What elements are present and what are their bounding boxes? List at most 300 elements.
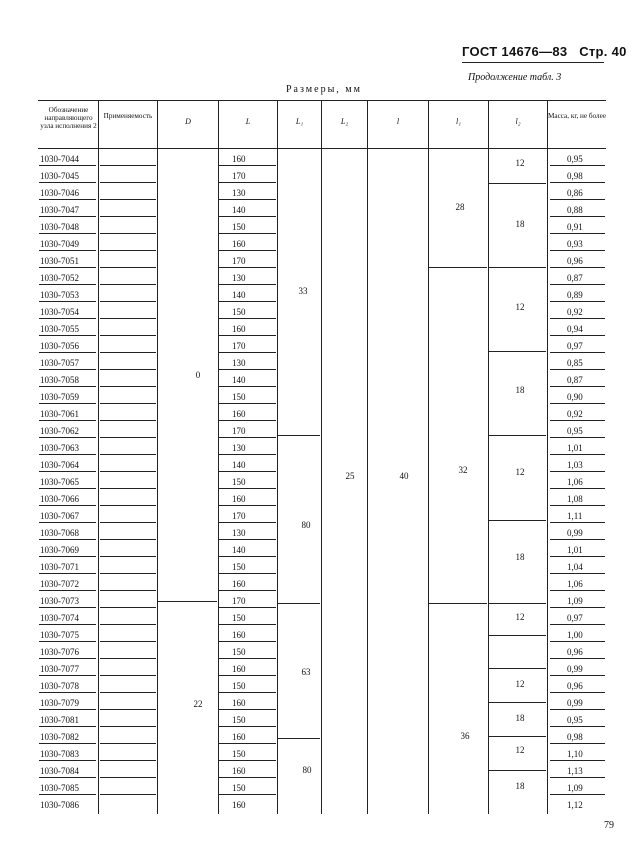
- row-rule: [100, 709, 156, 710]
- row-code: 1030-7048: [40, 222, 79, 232]
- row-mass: 0,93: [567, 239, 583, 249]
- row-code: 1030-7064: [40, 460, 79, 470]
- group-rule-L1: [278, 435, 320, 436]
- row-rule: [219, 726, 276, 727]
- group-rule-l2: [489, 267, 546, 268]
- row-mass: 0,87: [567, 375, 583, 385]
- row-rule: [39, 267, 96, 268]
- row-code: 1030-7053: [40, 290, 79, 300]
- row-rule: [219, 454, 276, 455]
- row-L: 160: [232, 409, 246, 419]
- row-rule: [39, 454, 96, 455]
- group-rule-l2: [489, 736, 546, 737]
- row-rule: [219, 760, 276, 761]
- group-rule-l2: [489, 435, 546, 436]
- col-header-L: L: [245, 117, 251, 126]
- row-rule: [550, 352, 605, 353]
- row-mass: 0,85: [567, 358, 583, 368]
- row-rule: [100, 420, 156, 421]
- row-code: 1030-7058: [40, 375, 79, 385]
- row-rule: [39, 726, 96, 727]
- row-rule: [219, 216, 276, 217]
- row-L: 160: [232, 732, 246, 742]
- row-rule: [550, 505, 605, 506]
- row-code: 1030-7056: [40, 341, 79, 351]
- row-rule: [100, 641, 156, 642]
- row-code: 1030-7077: [40, 664, 79, 674]
- group-rule-D: [158, 601, 217, 602]
- units-caption: Размеры, мм: [286, 84, 362, 95]
- row-rule: [550, 335, 605, 336]
- row-rule: [550, 318, 605, 319]
- l2-value: 12: [515, 158, 525, 168]
- row-L: 140: [232, 460, 246, 470]
- row-mass: 0,97: [567, 613, 583, 623]
- col-divider: [157, 100, 158, 814]
- col-divider: [321, 100, 322, 814]
- row-rule: [219, 743, 276, 744]
- row-L: 150: [232, 477, 246, 487]
- row-rule: [39, 403, 96, 404]
- row-rule: [219, 556, 276, 557]
- row-rule: [550, 641, 605, 642]
- row-rule: [550, 471, 605, 472]
- row-mass: 0,96: [567, 256, 583, 266]
- row-rule: [39, 505, 96, 506]
- row-rule: [219, 573, 276, 574]
- L1-value: 63: [301, 667, 311, 677]
- row-mass: 1,09: [567, 783, 583, 793]
- group-rule-L1: [278, 603, 320, 604]
- row-rule: [39, 658, 96, 659]
- row-L: 150: [232, 647, 246, 657]
- row-rule: [100, 216, 156, 217]
- row-mass: 0,95: [567, 426, 583, 436]
- col-header-l1: l₁: [455, 117, 461, 126]
- row-L: 160: [232, 630, 246, 640]
- row-rule: [219, 403, 276, 404]
- row-rule: [550, 420, 605, 421]
- row-code: 1030-7044: [40, 154, 79, 164]
- row-rule: [39, 692, 96, 693]
- row-rule: [100, 573, 156, 574]
- row-code: 1030-7062: [40, 426, 79, 436]
- row-rule: [100, 658, 156, 659]
- row-rule: [219, 335, 276, 336]
- l2-value: 18: [515, 385, 525, 395]
- row-rule: [39, 556, 96, 557]
- row-rule: [550, 709, 605, 710]
- row-rule: [39, 250, 96, 251]
- row-rule: [550, 454, 605, 455]
- row-rule: [39, 420, 96, 421]
- row-rule: [100, 590, 156, 591]
- row-L: 150: [232, 681, 246, 691]
- l2-value: 12: [515, 679, 525, 689]
- row-rule: [100, 505, 156, 506]
- standard-number: ГОСТ 14676—83: [462, 44, 568, 59]
- row-rule: [550, 658, 605, 659]
- row-L: 130: [232, 358, 246, 368]
- row-code: 1030-7066: [40, 494, 79, 504]
- row-rule: [100, 760, 156, 761]
- L1-value: 80: [301, 520, 311, 530]
- row-mass: 1,04: [567, 562, 583, 572]
- row-rule: [219, 641, 276, 642]
- row-rule: [39, 522, 96, 523]
- row-rule: [219, 658, 276, 659]
- group-rule-L1: [278, 738, 320, 739]
- row-rule: [39, 318, 96, 319]
- row-rule: [550, 369, 605, 370]
- row-rule: [219, 250, 276, 251]
- row-rule: [100, 199, 156, 200]
- row-rule: [39, 165, 96, 166]
- row-mass: 0,94: [567, 324, 583, 334]
- row-mass: 1,13: [567, 766, 583, 776]
- row-code: 1030-7078: [40, 681, 79, 691]
- row-rule: [550, 182, 605, 183]
- row-rule: [219, 675, 276, 676]
- row-code: 1030-7063: [40, 443, 79, 453]
- l2-value: 12: [515, 612, 525, 622]
- l2-value: 12: [515, 745, 525, 755]
- row-rule: [550, 403, 605, 404]
- row-L: 130: [232, 273, 246, 283]
- row-rule: [550, 573, 605, 574]
- row-mass: 0,87: [567, 273, 583, 283]
- row-rule: [550, 216, 605, 217]
- row-rule: [219, 607, 276, 608]
- row-rule: [39, 301, 96, 302]
- row-L: 160: [232, 664, 246, 674]
- row-rule: [100, 301, 156, 302]
- group-rule-l2: [489, 668, 546, 669]
- row-rule: [39, 352, 96, 353]
- row-rule: [550, 743, 605, 744]
- group-rule-l1: [429, 603, 487, 604]
- row-mass: 0,99: [567, 664, 583, 674]
- group-rule-l2: [489, 702, 546, 703]
- l2-value: 12: [515, 467, 525, 477]
- row-L: 150: [232, 222, 246, 232]
- row-rule: [100, 335, 156, 336]
- row-mass: 1,06: [567, 477, 583, 487]
- row-rule: [219, 420, 276, 421]
- row-rule: [219, 624, 276, 625]
- row-L: 160: [232, 800, 246, 810]
- row-rule: [550, 726, 605, 727]
- col-divider: [547, 100, 548, 814]
- group-rule-l2: [489, 183, 546, 184]
- row-mass: 0,98: [567, 171, 583, 181]
- row-rule: [219, 182, 276, 183]
- row-rule: [100, 233, 156, 234]
- row-L: 160: [232, 698, 246, 708]
- row-code: 1030-7082: [40, 732, 79, 742]
- row-rule: [100, 607, 156, 608]
- row-rule: [39, 743, 96, 744]
- group-rule-l2: [489, 351, 546, 352]
- row-rule: [219, 165, 276, 166]
- row-rule: [550, 777, 605, 778]
- row-rule: [39, 182, 96, 183]
- row-rule: [550, 590, 605, 591]
- row-code: 1030-7055: [40, 324, 79, 334]
- row-mass: 0,99: [567, 698, 583, 708]
- row-rule: [100, 726, 156, 727]
- row-rule: [39, 607, 96, 608]
- table-top-rule: [38, 100, 606, 101]
- row-L: 170: [232, 511, 246, 521]
- col-header-L1: L₁: [295, 117, 304, 126]
- row-rule: [39, 760, 96, 761]
- group-rule-l2: [489, 520, 546, 521]
- row-rule: [550, 284, 605, 285]
- row-rule: [550, 199, 605, 200]
- row-code: 1030-7084: [40, 766, 79, 776]
- row-rule: [100, 454, 156, 455]
- row-mass: 1,08: [567, 494, 583, 504]
- l2-value: 18: [515, 219, 525, 229]
- col-header-designation: Обозначение направляющего узла исполнения 2: [40, 106, 97, 130]
- row-rule: [100, 488, 156, 489]
- row-rule: [219, 318, 276, 319]
- row-rule: [219, 505, 276, 506]
- l1-value: 28: [455, 202, 465, 212]
- l-value: 40: [399, 471, 409, 481]
- row-L: 160: [232, 579, 246, 589]
- row-mass: 0,88: [567, 205, 583, 215]
- row-mass: 1,06: [567, 579, 583, 589]
- row-code: 1030-7071: [40, 562, 79, 572]
- row-rule: [550, 386, 605, 387]
- row-mass: 0,96: [567, 647, 583, 657]
- row-rule: [219, 284, 276, 285]
- row-code: 1030-7074: [40, 613, 79, 623]
- row-mass: 1,09: [567, 596, 583, 606]
- row-rule: [550, 794, 605, 795]
- row-rule: [39, 369, 96, 370]
- row-rule: [550, 760, 605, 761]
- row-mass: 1,11: [567, 511, 583, 521]
- row-mass: 0,95: [567, 715, 583, 725]
- table-continuation: Продолжение табл. 3: [468, 72, 562, 83]
- header-bottom-rule: [38, 148, 606, 149]
- row-code: 1030-7059: [40, 392, 79, 402]
- row-code: 1030-7067: [40, 511, 79, 521]
- row-mass: 0,92: [567, 307, 583, 317]
- row-mass: 1,01: [567, 443, 583, 453]
- row-mass: 0,98: [567, 732, 583, 742]
- col-divider: [428, 100, 429, 814]
- row-rule: [550, 437, 605, 438]
- row-code: 1030-7079: [40, 698, 79, 708]
- l1-value: 36: [460, 731, 470, 741]
- row-L: 140: [232, 545, 246, 555]
- row-rule: [100, 352, 156, 353]
- row-mass: 0,99: [567, 528, 583, 538]
- row-rule: [39, 641, 96, 642]
- row-L: 160: [232, 239, 246, 249]
- row-rule: [219, 233, 276, 234]
- row-L: 150: [232, 749, 246, 759]
- col-divider: [218, 100, 219, 814]
- row-rule: [100, 522, 156, 523]
- row-L: 170: [232, 171, 246, 181]
- row-mass: 0,96: [567, 681, 583, 691]
- row-code: 1030-7046: [40, 188, 79, 198]
- row-rule: [550, 250, 605, 251]
- group-rule-l1: [429, 267, 487, 268]
- row-L: 150: [232, 783, 246, 793]
- l1-value: 32: [458, 465, 468, 475]
- row-rule: [219, 539, 276, 540]
- row-rule: [39, 675, 96, 676]
- row-L: 170: [232, 426, 246, 436]
- row-rule: [39, 777, 96, 778]
- col-header-l: l: [396, 117, 400, 126]
- row-rule: [550, 539, 605, 540]
- row-rule: [219, 267, 276, 268]
- row-mass: 1,01: [567, 545, 583, 555]
- row-rule: [550, 301, 605, 302]
- row-code: 1030-7049: [40, 239, 79, 249]
- row-mass: 1,10: [567, 749, 583, 759]
- row-rule: [100, 369, 156, 370]
- l2-value: 18: [515, 713, 525, 723]
- row-mass: 0,86: [567, 188, 583, 198]
- row-rule: [219, 352, 276, 353]
- row-code: 1030-7045: [40, 171, 79, 181]
- row-mass: 0,90: [567, 392, 583, 402]
- row-rule: [219, 369, 276, 370]
- row-mass: 1,00: [567, 630, 583, 640]
- L1-value: 33: [298, 286, 308, 296]
- L2-value: 25: [345, 471, 355, 481]
- row-rule: [100, 675, 156, 676]
- row-L: 150: [232, 392, 246, 402]
- row-rule: [550, 556, 605, 557]
- l2-value: 18: [515, 781, 525, 791]
- col-header-l2: l₂: [515, 117, 521, 126]
- page-label: Стр. 40: [579, 44, 627, 59]
- row-L: 160: [232, 324, 246, 334]
- row-rule: [550, 624, 605, 625]
- row-rule: [219, 777, 276, 778]
- row-rule: [550, 522, 605, 523]
- row-rule: [100, 743, 156, 744]
- row-mass: 1,12: [567, 800, 583, 810]
- row-L: 170: [232, 256, 246, 266]
- row-L: 150: [232, 715, 246, 725]
- group-rule-l2: [489, 635, 546, 636]
- D-value: 0: [195, 370, 201, 380]
- row-code: 1030-7083: [40, 749, 79, 759]
- row-rule: [39, 471, 96, 472]
- row-L: 130: [232, 443, 246, 453]
- row-rule: [100, 182, 156, 183]
- row-rule: [100, 794, 156, 795]
- row-rule: [39, 284, 96, 285]
- row-L: 140: [232, 205, 246, 215]
- row-mass: 0,89: [567, 290, 583, 300]
- row-rule: [100, 777, 156, 778]
- row-rule: [100, 386, 156, 387]
- row-L: 150: [232, 562, 246, 572]
- row-code: 1030-7068: [40, 528, 79, 538]
- row-L: 140: [232, 290, 246, 300]
- row-rule: [550, 267, 605, 268]
- D-value: 22: [193, 699, 203, 709]
- row-rule: [219, 590, 276, 591]
- row-mass: 0,97: [567, 341, 583, 351]
- row-mass: 0,92: [567, 409, 583, 419]
- row-rule: [100, 692, 156, 693]
- row-L: 150: [232, 613, 246, 623]
- row-rule: [100, 556, 156, 557]
- row-rule: [550, 692, 605, 693]
- row-rule: [550, 607, 605, 608]
- row-rule: [100, 284, 156, 285]
- row-code: 1030-7081: [40, 715, 79, 725]
- row-rule: [100, 318, 156, 319]
- row-rule: [39, 539, 96, 540]
- standard-title: [462, 44, 627, 59]
- row-rule: [100, 403, 156, 404]
- row-code: 1030-7051: [40, 256, 79, 266]
- row-rule: [100, 165, 156, 166]
- row-code: 1030-7073: [40, 596, 79, 606]
- col-header-D: D: [185, 117, 191, 126]
- row-rule: [219, 199, 276, 200]
- row-rule: [100, 471, 156, 472]
- row-rule: [100, 624, 156, 625]
- col-divider: [367, 100, 368, 814]
- row-rule: [219, 522, 276, 523]
- group-rule-l2: [489, 770, 546, 771]
- row-rule: [219, 386, 276, 387]
- row-rule: [39, 233, 96, 234]
- row-code: 1030-7047: [40, 205, 79, 215]
- row-rule: [219, 301, 276, 302]
- row-L: 160: [232, 494, 246, 504]
- group-rule-l2: [489, 603, 546, 604]
- row-rule: [550, 233, 605, 234]
- row-rule: [39, 573, 96, 574]
- row-code: 1030-7052: [40, 273, 79, 283]
- row-L: 170: [232, 341, 246, 351]
- l2-value: 12: [515, 302, 525, 312]
- col-divider: [277, 100, 278, 814]
- row-rule: [219, 437, 276, 438]
- row-rule: [550, 165, 605, 166]
- row-rule: [100, 250, 156, 251]
- col-header-L2: L₂: [340, 117, 349, 126]
- row-code: 1030-7061: [40, 409, 79, 419]
- row-rule: [39, 335, 96, 336]
- row-code: 1030-7086: [40, 800, 79, 810]
- row-L: 150: [232, 307, 246, 317]
- row-rule: [550, 675, 605, 676]
- row-L: 160: [232, 766, 246, 776]
- row-rule: [219, 471, 276, 472]
- row-L: 130: [232, 188, 246, 198]
- l2-value: 18: [515, 552, 525, 562]
- row-code: 1030-7072: [40, 579, 79, 589]
- page-number: 79: [604, 820, 614, 831]
- row-rule: [219, 709, 276, 710]
